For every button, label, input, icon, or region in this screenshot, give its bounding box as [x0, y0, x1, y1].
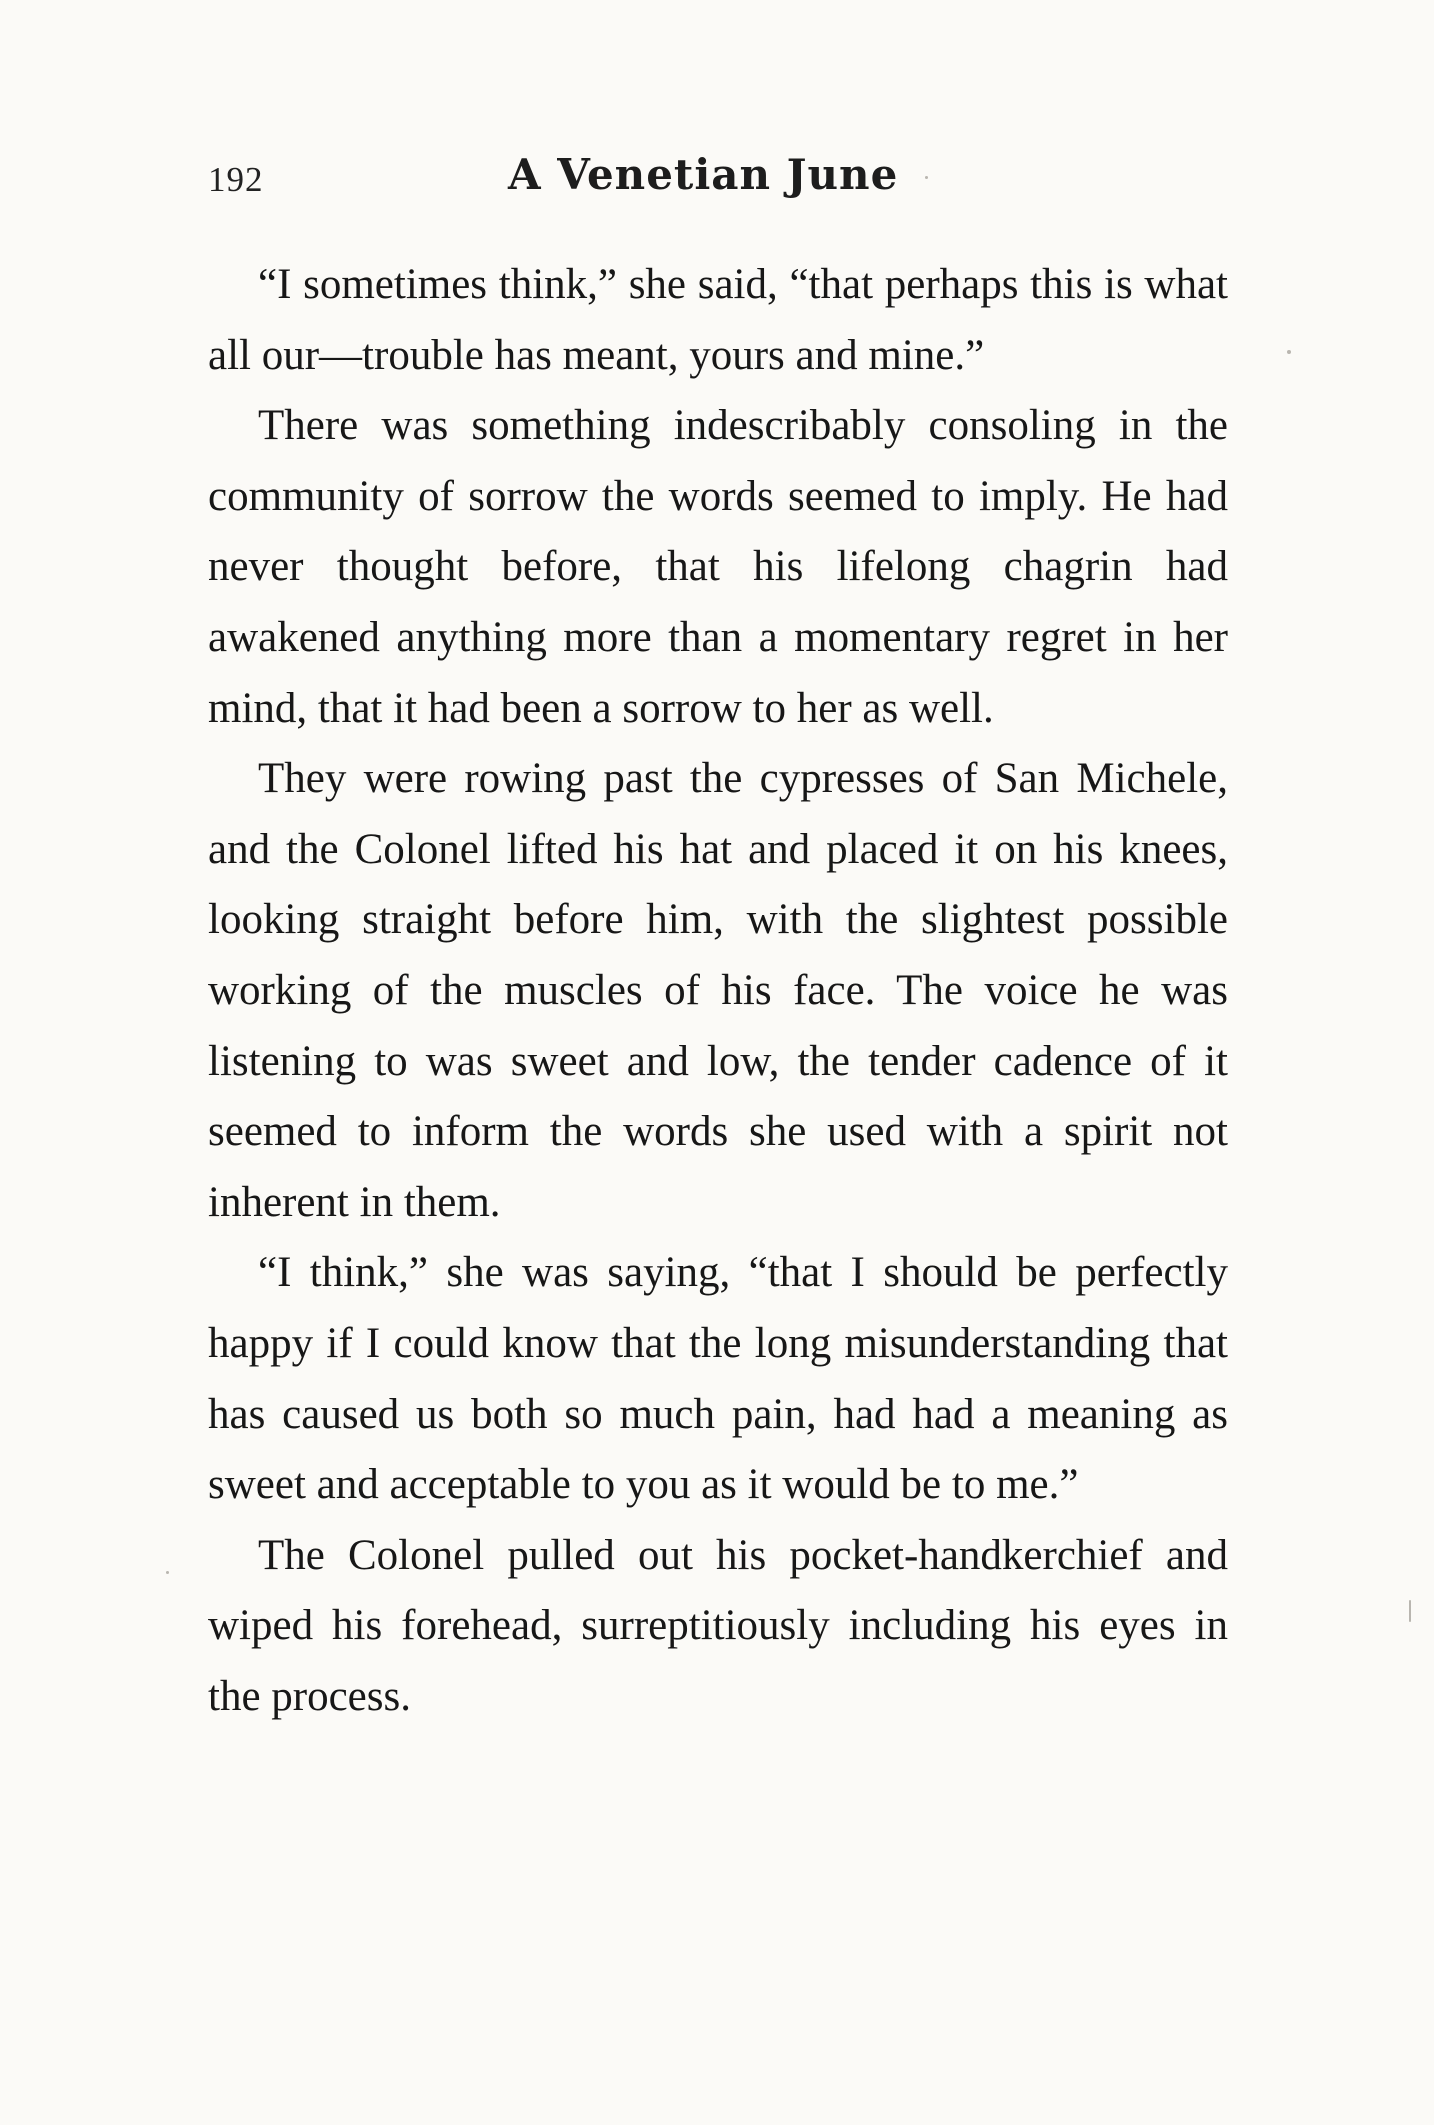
- paragraph-5: The Colonel pulled out his pocket-handkerchief and wiped his forehead, surreptitiously including his eyes in the process.: [208, 1531, 1228, 1720]
- running-head: [208, 150, 1220, 210]
- running-title: A Venetian June: [508, 150, 899, 199]
- paragraph-2: There was something indescribably consoling in the community of sorrow the words seemed to imply. He had never thought before, that his lifelong chagrin had awakened anything more than a momentary regret in her mind, that it had been a sorrow to her as well.: [208, 402, 1228, 732]
- body-text: [208, 250, 1228, 1732]
- paragraph-1: “I sometimes think,” she said, “that perhaps this is what all our—trouble has meant, yours and mine.”: [208, 261, 1228, 379]
- paragraph-4: “I think,” she was saying, “that I should be perfectly happy if I could know that the long misunderstanding that has caused us both so much pain, had had a meaning as sweet and acceptable to you as it would be to me.”: [208, 1249, 1228, 1509]
- paper-speck: [925, 176, 928, 179]
- paper-speck: [1287, 350, 1291, 354]
- paper-speck: [166, 1571, 169, 1574]
- paper-speck: [1409, 1600, 1411, 1622]
- paragraph-3: They were rowing past the cypresses of San Michele, and the Colonel lifted his hat and placed it on his knees, looking straight before him, with the slightest possible working of the muscles of his face. The voice he was listening to was sweet and low, the tender cadence of it seemed to inform the words she used with a spirit not inherent in them.: [208, 755, 1228, 1226]
- page-number: 192: [208, 160, 264, 199]
